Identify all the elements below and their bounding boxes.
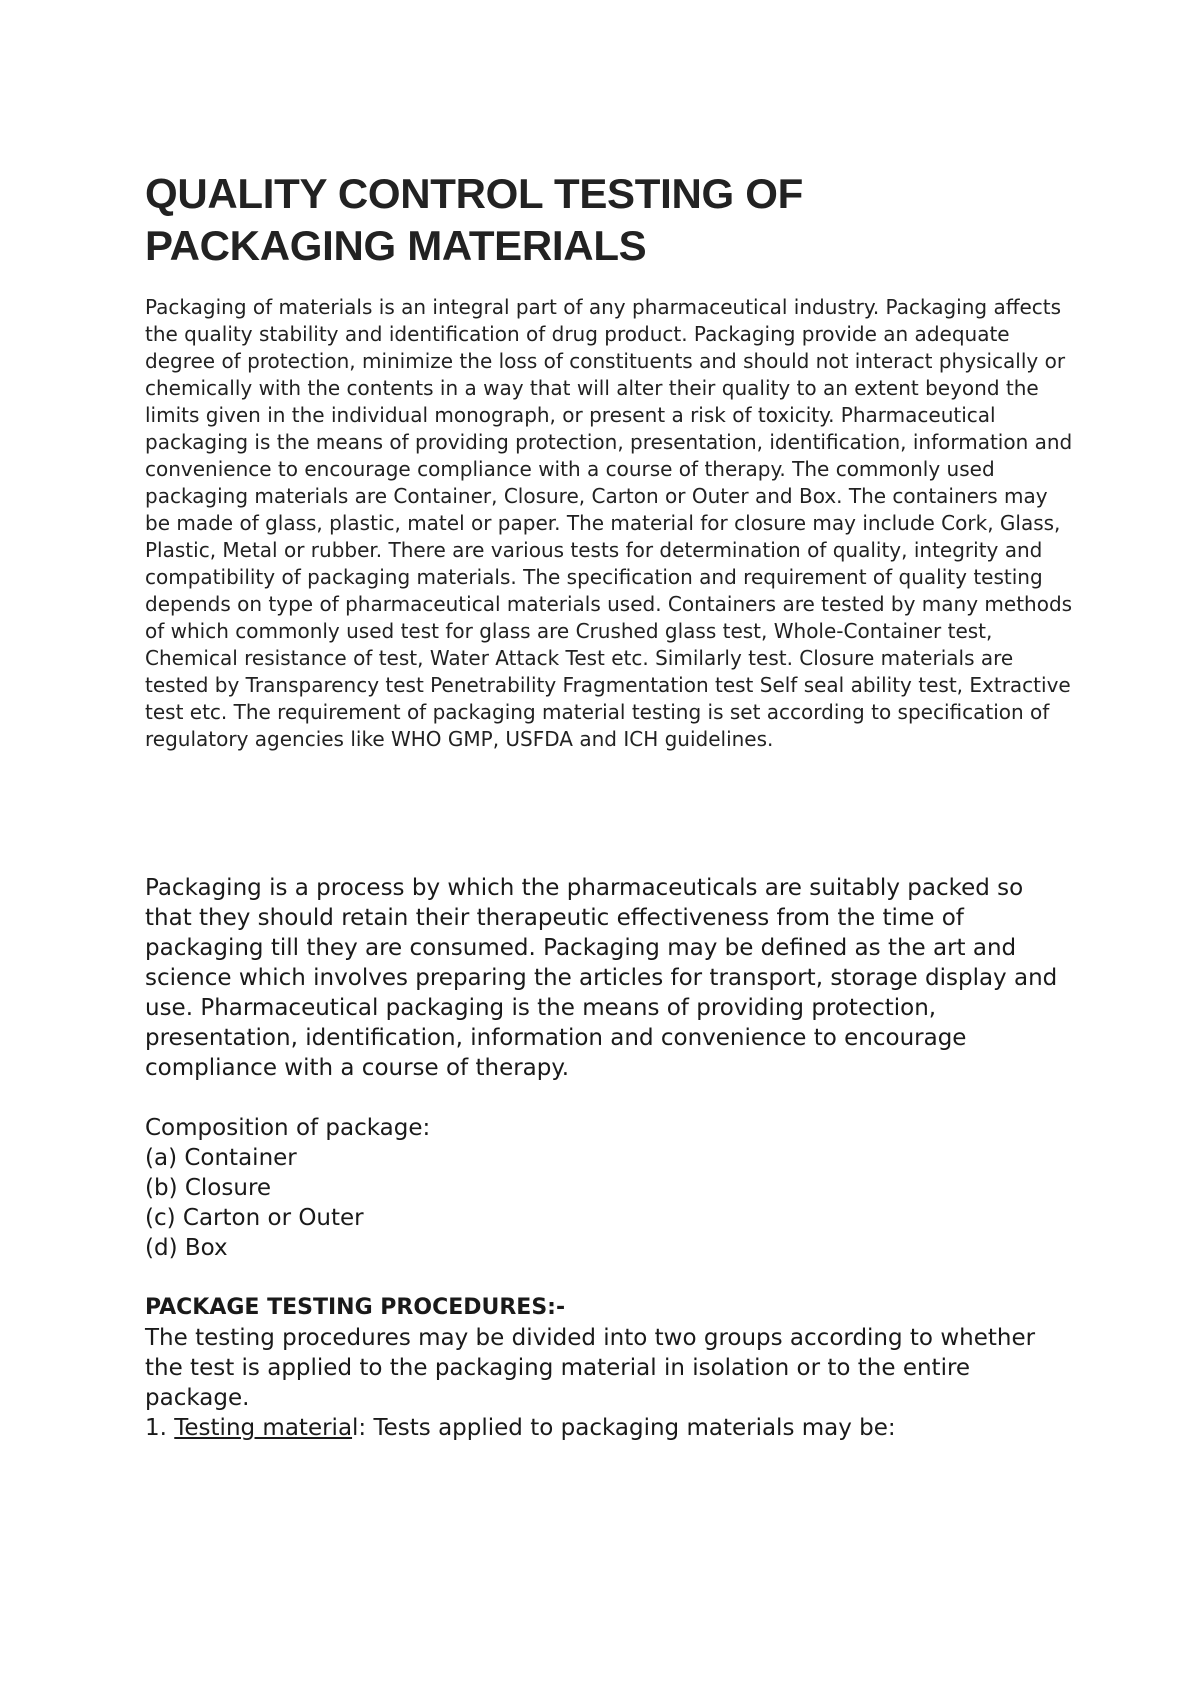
spacer: [145, 1083, 1075, 1113]
list-item: (a) Container: [145, 1145, 297, 1171]
testing-item-1: [145, 1413, 1075, 1443]
testing-item-1-text: l: Tests applied to packaging materials may be:: [352, 1415, 896, 1441]
testing-item-1-number: 1.: [145, 1415, 175, 1441]
document-title: [145, 168, 1075, 272]
testing-procedures-paragraph: The testing procedures may be divided into two groups according to whether the test is applied to the packaging material in isolation or to the entire package.: [145, 1325, 1036, 1411]
list-item: (d) Box: [145, 1235, 228, 1261]
document-page: [145, 168, 1075, 1443]
title-line-2: PACKAGING MATERIALS: [145, 222, 647, 269]
list-item: (c) Carton or Outer: [145, 1205, 364, 1231]
list-item: (b) Closure: [145, 1175, 272, 1201]
packaging-definition-paragraph: Packaging is a process by which the pharmaceuticals are suitably packed so that they should retain their therapeutic effectiveness from the time of packaging till they are consumed. Packaging may be defined as the art and science which involves preparing the articles for transport, storage display and use. Pharmaceutical packaging is the means of providing protection, presentation, identification, information and convenience to encourage compliance with a course of therapy.: [145, 875, 1058, 1081]
spacer: [145, 1263, 1075, 1293]
intro-paragraph: Packaging of materials is an integral part of any pharmaceutical industry. Packaging affects the quality stability and identification of drug product. Packaging provide an adequate degree of protection, minimize the loss of constituents and should not interact physically or chemically with the contents in a way that will alter their quality to an extent beyond the limits given in the individual monograph, or present a risk of toxicity. Pharmaceutical packaging is the means of providing protection, presentation, identification, information and convenience to encourage compliance with a course of therapy. The commonly used packaging materials are Container, Closure, Carton or Outer and Box. The containers may be made of glass, plastic, matel or paper. The material for closure may include Cork, Glass, Plastic, Metal or rubber. There are various tests for determination of quality, integrity and compatibility of packaging materials. The specification and requirement of quality testing depends on type of pharmaceutical materials used. Containers are tested by many methods of which commonly used test for glass are Crushed glass test, Whole-Container test, Chemical resistance of test, Water Attack Test etc. Similarly test. Closure materials are tested by Transparency test Penetrability Fragmentation test Self seal ability test, Extractive test etc. The requirement of packaging material testing is set according to specification of regulatory agencies like WHO GMP, USFDA and ICH guidelines.: [145, 295, 1073, 751]
testing-material-link[interactable]: Testing materia: [174, 1415, 353, 1441]
spacer: [145, 753, 1075, 873]
composition-heading: Composition of package:: [145, 1115, 431, 1141]
composition-list: [145, 1143, 1075, 1263]
title-line-1: QUALITY CONTROL TESTING OF: [145, 170, 803, 217]
testing-procedures-heading: PACKAGE TESTING PROCEDURES:-: [145, 1295, 566, 1320]
